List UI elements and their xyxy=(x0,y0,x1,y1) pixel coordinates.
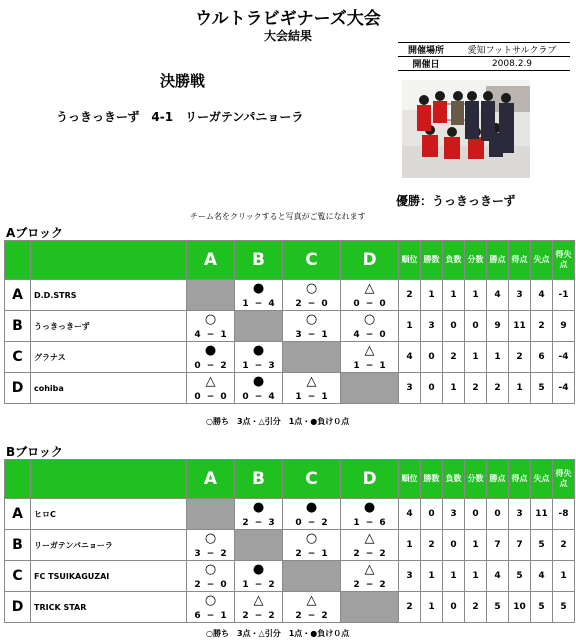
team-name-link[interactable]: FC TSUIKAGUZAI xyxy=(31,561,187,592)
header-team xyxy=(31,460,187,499)
self-match-cell xyxy=(235,530,283,561)
stat-value: 4 xyxy=(399,499,421,530)
stat-header: 勝数 xyxy=(421,460,443,499)
stat-value: 1 xyxy=(465,530,487,561)
info-value: 2008.2.9 xyxy=(454,57,570,71)
stat-value: 5 xyxy=(553,592,575,623)
stat-value: 2 xyxy=(487,373,509,404)
match-score: 1 − 1 xyxy=(295,392,328,402)
row-letter: B xyxy=(5,530,31,561)
stat-value: 1 xyxy=(553,561,575,592)
match-result-cell xyxy=(187,342,235,373)
team-photo-image xyxy=(402,80,530,178)
stat-value: 0 xyxy=(465,311,487,342)
result-mark: △ xyxy=(306,593,317,608)
match-result-cell xyxy=(235,499,283,530)
result-mark: ● xyxy=(363,500,376,515)
match-score: 1 − 2 xyxy=(242,580,275,590)
stat-value: 3 xyxy=(443,499,465,530)
match-score: 2 − 3 xyxy=(242,518,275,528)
result-mark: △ xyxy=(306,374,317,389)
result-mark: ● xyxy=(252,374,265,389)
block-a-legend: ○勝ち 3点・△引分 1点・●負け０点 xyxy=(206,417,350,426)
header-corner xyxy=(5,241,31,280)
result-mark: ● xyxy=(252,281,265,296)
match-result-cell xyxy=(283,592,341,623)
table-row xyxy=(5,561,575,592)
match-result-cell xyxy=(235,561,283,592)
stat-header: 失点 xyxy=(531,460,553,499)
match-score: 6 − 1 xyxy=(194,611,227,621)
match-result-cell xyxy=(341,530,399,561)
self-match-cell xyxy=(283,342,341,373)
stat-value: -1 xyxy=(553,280,575,311)
row-letter: C xyxy=(5,561,31,592)
match-score: 0 − 0 xyxy=(353,299,386,309)
match-score: 3 − 1 xyxy=(295,330,328,340)
stat-value: 1 xyxy=(421,280,443,311)
stat-value: 9 xyxy=(553,311,575,342)
stat-header: 負数 xyxy=(443,460,465,499)
stat-value: 5 xyxy=(531,592,553,623)
column-header-d: D xyxy=(341,460,399,499)
stat-header: 順位 xyxy=(399,460,421,499)
match-result-cell xyxy=(235,373,283,404)
info-row-venue xyxy=(398,43,570,57)
stat-value: 3 xyxy=(509,499,531,530)
column-header-a: A xyxy=(187,241,235,280)
stat-value: 0 xyxy=(443,530,465,561)
stat-value: 2 xyxy=(531,311,553,342)
stat-value: 5 xyxy=(509,561,531,592)
result-mark: ○ xyxy=(305,531,318,546)
stat-header: 分数 xyxy=(465,241,487,280)
stat-value: 10 xyxy=(509,592,531,623)
event-info-table xyxy=(398,42,570,71)
row-letter: D xyxy=(5,373,31,404)
match-score: 2 − 2 xyxy=(295,611,328,621)
match-score: 2 − 0 xyxy=(194,580,227,590)
stat-value: 0 xyxy=(421,499,443,530)
stat-value: 3 xyxy=(399,561,421,592)
stat-value: 2 xyxy=(443,342,465,373)
table-row xyxy=(5,342,575,373)
stat-header: 失点 xyxy=(531,241,553,280)
block-b-legend: ○勝ち 3点・△引分 1点・●負け０点 xyxy=(206,629,350,638)
table-row xyxy=(5,373,575,404)
stat-value: 2 xyxy=(399,280,421,311)
self-match-cell xyxy=(187,280,235,311)
match-result-cell xyxy=(235,592,283,623)
stat-value: 1 xyxy=(509,373,531,404)
stat-value: 5 xyxy=(487,592,509,623)
stat-value: 1 xyxy=(465,342,487,373)
final-heading: 決勝戦 xyxy=(160,72,206,90)
match-score: 0 − 4 xyxy=(242,392,275,402)
result-mark: △ xyxy=(364,281,375,296)
team-name-link[interactable]: cohiba xyxy=(31,373,187,404)
result-mark: ○ xyxy=(204,562,217,577)
match-result-cell xyxy=(341,561,399,592)
stat-header: 得点 xyxy=(509,241,531,280)
stat-header: 勝数 xyxy=(421,241,443,280)
match-result-cell xyxy=(235,342,283,373)
result-mark: ● xyxy=(252,343,265,358)
winner-team-photo xyxy=(402,80,530,178)
match-score: 3 − 2 xyxy=(194,549,227,559)
stat-value: 6 xyxy=(531,342,553,373)
match-result-cell xyxy=(283,280,341,311)
match-score: 2 − 2 xyxy=(353,549,386,559)
stat-value: 2 xyxy=(465,373,487,404)
match-score: 1 − 3 xyxy=(242,361,275,371)
stat-value: 1 xyxy=(465,280,487,311)
stat-value: 1 xyxy=(399,530,421,561)
row-letter: A xyxy=(5,499,31,530)
header-team xyxy=(31,241,187,280)
match-score: 2 − 1 xyxy=(295,549,328,559)
stat-value: 3 xyxy=(421,311,443,342)
match-score: 2 − 2 xyxy=(242,611,275,621)
column-header-d: D xyxy=(341,241,399,280)
stat-header: 得点 xyxy=(509,460,531,499)
result-mark: △ xyxy=(364,343,375,358)
stat-value: 4 xyxy=(487,561,509,592)
info-value: 愛知フットサルクラブ xyxy=(454,43,570,57)
match-result-cell xyxy=(187,530,235,561)
result-mark: ○ xyxy=(204,593,217,608)
result-mark: △ xyxy=(205,374,216,389)
table-header-row xyxy=(5,460,575,499)
column-header-c: C xyxy=(283,241,341,280)
self-match-cell xyxy=(187,499,235,530)
column-header-c: C xyxy=(283,460,341,499)
stat-value: 1 xyxy=(465,561,487,592)
match-score: 0 − 2 xyxy=(295,518,328,528)
column-header-b: B xyxy=(235,241,283,280)
match-result-cell xyxy=(283,499,341,530)
stat-header: 勝点 xyxy=(487,241,509,280)
info-label: 開催場所 xyxy=(398,43,454,57)
stat-value: 1 xyxy=(421,561,443,592)
result-mark: △ xyxy=(364,531,375,546)
result-mark: ● xyxy=(305,500,318,515)
table-row xyxy=(5,499,575,530)
stat-value: 0 xyxy=(465,499,487,530)
stat-value: 1 xyxy=(399,311,421,342)
stat-header: 順位 xyxy=(399,241,421,280)
stat-value: 4 xyxy=(531,280,553,311)
stat-value: -4 xyxy=(553,373,575,404)
stat-header: 得失点 xyxy=(553,241,575,280)
result-mark: ○ xyxy=(305,312,318,327)
final-result: うっきっきーず 4-1 リーガテンパニョーラ xyxy=(56,110,304,124)
photo-note: チーム名をクリックすると写真がご覧になれます xyxy=(190,212,366,221)
match-score: 1 − 1 xyxy=(353,361,386,371)
result-mark: △ xyxy=(364,562,375,577)
match-result-cell xyxy=(283,311,341,342)
stat-value: 2 xyxy=(465,592,487,623)
team-name-link[interactable]: TRICK STAR xyxy=(31,592,187,623)
stat-header: 得失点 xyxy=(553,460,575,499)
team-name-link[interactable]: ヒロC xyxy=(31,499,187,530)
match-score: 2 − 2 xyxy=(353,580,386,590)
stat-value: 0 xyxy=(443,311,465,342)
self-match-cell xyxy=(341,373,399,404)
stat-value: 4 xyxy=(487,280,509,311)
page-subtitle: 大会結果 xyxy=(263,29,312,43)
stat-value: 1 xyxy=(487,342,509,373)
match-result-cell xyxy=(283,373,341,404)
result-mark: ○ xyxy=(204,531,217,546)
info-row-date xyxy=(398,57,570,71)
stat-value: 7 xyxy=(509,530,531,561)
match-result-cell xyxy=(283,530,341,561)
column-header-a: A xyxy=(187,460,235,499)
match-score: 4 − 1 xyxy=(194,330,227,340)
stat-value: 1 xyxy=(443,280,465,311)
match-result-cell xyxy=(187,592,235,623)
match-score: 0 − 0 xyxy=(194,392,227,402)
stat-value: 3 xyxy=(399,373,421,404)
match-result-cell xyxy=(235,280,283,311)
header-corner xyxy=(5,460,31,499)
match-score: 2 − 0 xyxy=(295,299,328,309)
stat-value: -4 xyxy=(553,342,575,373)
match-score: 0 − 2 xyxy=(194,361,227,371)
stat-value: 0 xyxy=(487,499,509,530)
match-result-cell xyxy=(187,373,235,404)
result-mark: ● xyxy=(252,500,265,515)
match-result-cell xyxy=(341,342,399,373)
table-header-row xyxy=(5,241,575,280)
column-header-b: B xyxy=(235,460,283,499)
team-name-link[interactable]: うっきっきーず xyxy=(31,311,187,342)
row-letter: D xyxy=(5,592,31,623)
team-name-link[interactable]: D.D.STRS xyxy=(31,280,187,311)
self-match-cell xyxy=(283,561,341,592)
winner-label: 優勝：うっきっきーず xyxy=(396,194,516,208)
stat-value: 0 xyxy=(421,373,443,404)
stat-value: 4 xyxy=(399,342,421,373)
match-result-cell xyxy=(187,311,235,342)
match-score: 4 − 0 xyxy=(353,330,386,340)
stat-value: 3 xyxy=(509,280,531,311)
stat-header: 負数 xyxy=(443,241,465,280)
stat-value: 1 xyxy=(421,592,443,623)
match-score: 1 − 6 xyxy=(353,518,386,528)
table-row xyxy=(5,280,575,311)
stat-value: -8 xyxy=(553,499,575,530)
stat-value: 2 xyxy=(509,342,531,373)
match-result-cell xyxy=(187,561,235,592)
result-mark: ○ xyxy=(363,312,376,327)
stat-value: 1 xyxy=(443,561,465,592)
team-name-link[interactable]: グラナス xyxy=(31,342,187,373)
stat-value: 4 xyxy=(531,561,553,592)
result-mark: △ xyxy=(253,593,264,608)
result-mark: ● xyxy=(204,343,217,358)
block-a-table xyxy=(4,240,575,404)
stat-value: 2 xyxy=(399,592,421,623)
result-mark: ○ xyxy=(305,281,318,296)
stat-value: 0 xyxy=(443,592,465,623)
stat-header: 分数 xyxy=(465,460,487,499)
block-b-title: Bブロック xyxy=(6,445,63,459)
stat-value: 5 xyxy=(531,373,553,404)
stat-value: 0 xyxy=(421,342,443,373)
match-result-cell xyxy=(341,311,399,342)
match-result-cell xyxy=(341,499,399,530)
block-b-table xyxy=(4,459,575,623)
result-mark: ● xyxy=(252,562,265,577)
table-row xyxy=(5,592,575,623)
stat-value: 11 xyxy=(531,499,553,530)
match-result-cell xyxy=(341,280,399,311)
stat-value: 7 xyxy=(487,530,509,561)
stat-value: 5 xyxy=(531,530,553,561)
result-mark: ○ xyxy=(204,312,217,327)
row-letter: C xyxy=(5,342,31,373)
team-name-link[interactable]: リーガテンパニョーラ xyxy=(31,530,187,561)
self-match-cell xyxy=(341,592,399,623)
match-score: 1 − 4 xyxy=(242,299,275,309)
row-letter: B xyxy=(5,311,31,342)
self-match-cell xyxy=(235,311,283,342)
stat-value: 2 xyxy=(553,530,575,561)
stat-value: 11 xyxy=(509,311,531,342)
page-title: ウルトラビギナーズ大会 xyxy=(195,9,381,29)
info-label: 開催日 xyxy=(398,57,454,71)
stat-value: 1 xyxy=(443,373,465,404)
table-row xyxy=(5,311,575,342)
block-a-title: Aブロック xyxy=(6,226,64,240)
stat-value: 9 xyxy=(487,311,509,342)
table-row xyxy=(5,530,575,561)
stat-header: 勝点 xyxy=(487,460,509,499)
stat-value: 2 xyxy=(421,530,443,561)
row-letter: A xyxy=(5,280,31,311)
